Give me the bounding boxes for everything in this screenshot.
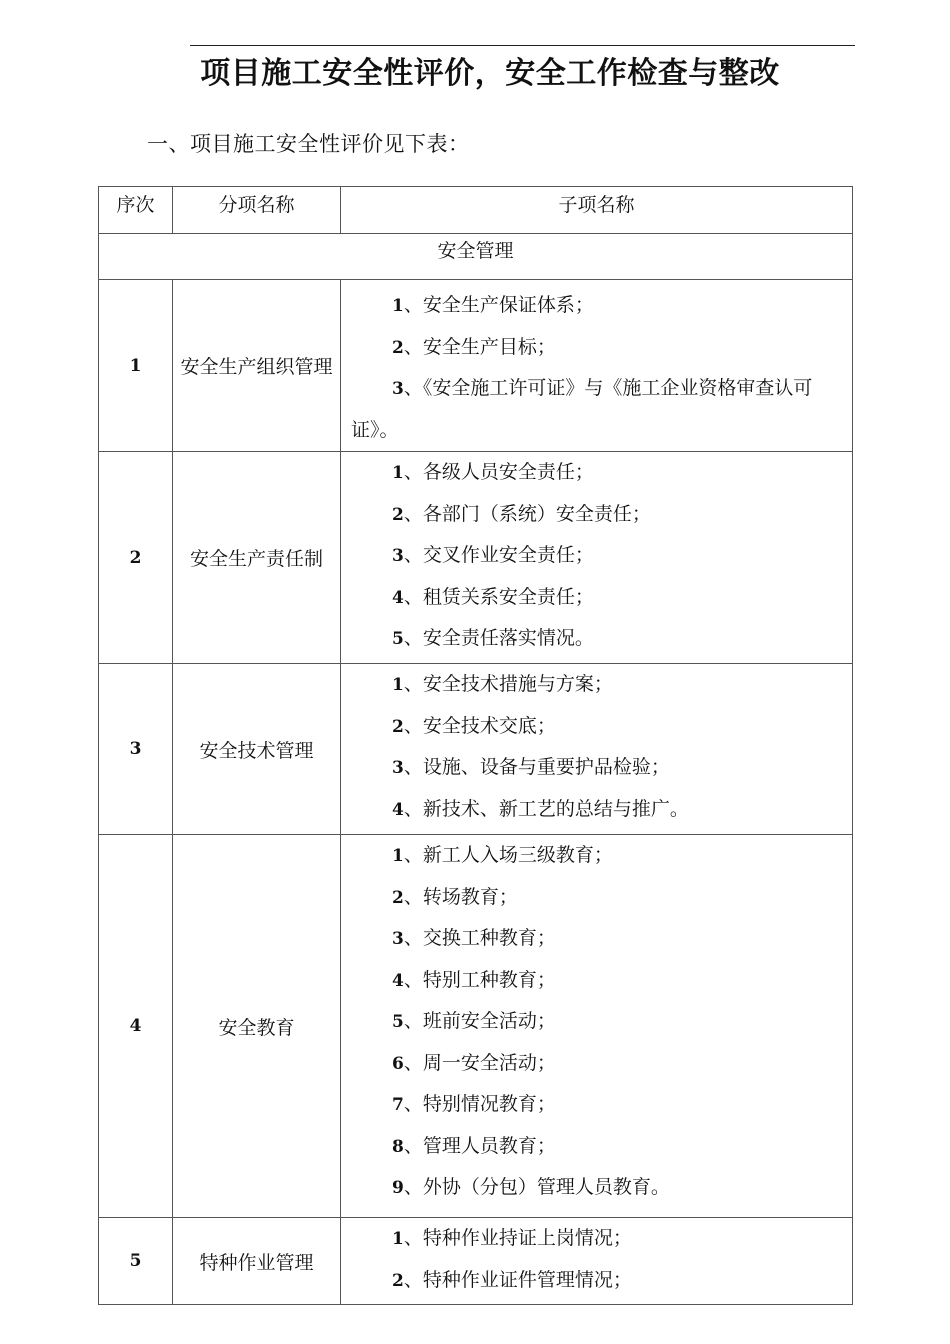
section-title: 安全管理 — [99, 234, 853, 280]
table-row — [99, 835, 853, 1218]
list-item: 1、安全生产保证体系； — [392, 294, 594, 316]
list-item: 1、安全技术措施与方案； — [392, 673, 613, 695]
list-item: 1、新工人入场三级教育； — [392, 844, 613, 866]
list-item: 5、班前安全活动； — [392, 1010, 556, 1032]
list-item: 5、安全责任落实情况。 — [392, 627, 594, 649]
page-title: 项目施工安全性评价，安全工作检查与整改 — [200, 56, 780, 91]
list-item: 8、管理人员教育； — [392, 1134, 556, 1157]
list-item: 4、租赁关系安全责任； — [392, 585, 594, 608]
list-item: 3、交叉作业安全责任； — [392, 544, 594, 566]
list-item-continuation: 证》。 — [351, 418, 399, 441]
row-number: 4 — [99, 835, 173, 1218]
list-item: 1、特种作业持证上岗情况； — [392, 1227, 632, 1249]
list-item: 2、安全生产目标； — [392, 335, 556, 358]
header-cell-subitems: 子项名称 — [341, 187, 853, 234]
evaluation-table — [98, 186, 853, 1305]
row-category: 安全教育 — [173, 835, 341, 1218]
list-item: 2、转场教育； — [392, 885, 518, 908]
list-item: 3、交换工种教育； — [392, 927, 556, 949]
list-item: 1、各级人员安全责任； — [392, 461, 594, 483]
row-category: 安全技术管理 — [173, 664, 341, 835]
row-number: 5 — [99, 1218, 173, 1305]
row-number: 3 — [99, 664, 173, 835]
header-rule — [190, 45, 855, 46]
row-category: 特种作业管理 — [173, 1218, 341, 1305]
list-item: 6、周一安全活动； — [392, 1051, 556, 1074]
list-item: 3、设施、设备与重要护品检验； — [392, 756, 670, 778]
row-subitems — [341, 664, 853, 835]
list-item: 2、特种作业证件管理情况； — [392, 1268, 632, 1291]
table-row — [99, 280, 853, 452]
table-row — [99, 452, 853, 664]
list-item: 4、特别工种教育； — [392, 968, 556, 991]
header-cell-seq: 序次 — [99, 187, 173, 234]
row-number: 1 — [99, 280, 173, 452]
table-row — [99, 1218, 853, 1305]
table-row — [99, 664, 853, 835]
row-number: 2 — [99, 452, 173, 664]
list-item: 2、安全技术交底； — [392, 714, 556, 737]
row-subitems — [341, 452, 853, 664]
list-item: 9、外协（分包）管理人员教育。 — [392, 1176, 670, 1198]
intro-paragraph: 一、项目施工安全性评价见下表： — [147, 132, 470, 156]
table-header-row — [99, 187, 853, 234]
list-item: 3、《安全施工许可证》与《施工企业资格审查认可 — [392, 377, 813, 399]
row-category: 安全生产组织管理 — [173, 280, 341, 452]
section-row — [99, 234, 853, 280]
row-subitems — [341, 1218, 853, 1305]
list-item: 2、各部门（系统）安全责任； — [392, 502, 651, 525]
header-cell-category: 分项名称 — [173, 187, 341, 234]
list-item: 7、特别情况教育； — [392, 1093, 556, 1115]
row-subitems — [341, 835, 853, 1218]
row-subitems — [341, 280, 853, 452]
list-item: 4、新技术、新工艺的总结与推广。 — [392, 797, 689, 820]
row-category: 安全生产责任制 — [173, 452, 341, 664]
